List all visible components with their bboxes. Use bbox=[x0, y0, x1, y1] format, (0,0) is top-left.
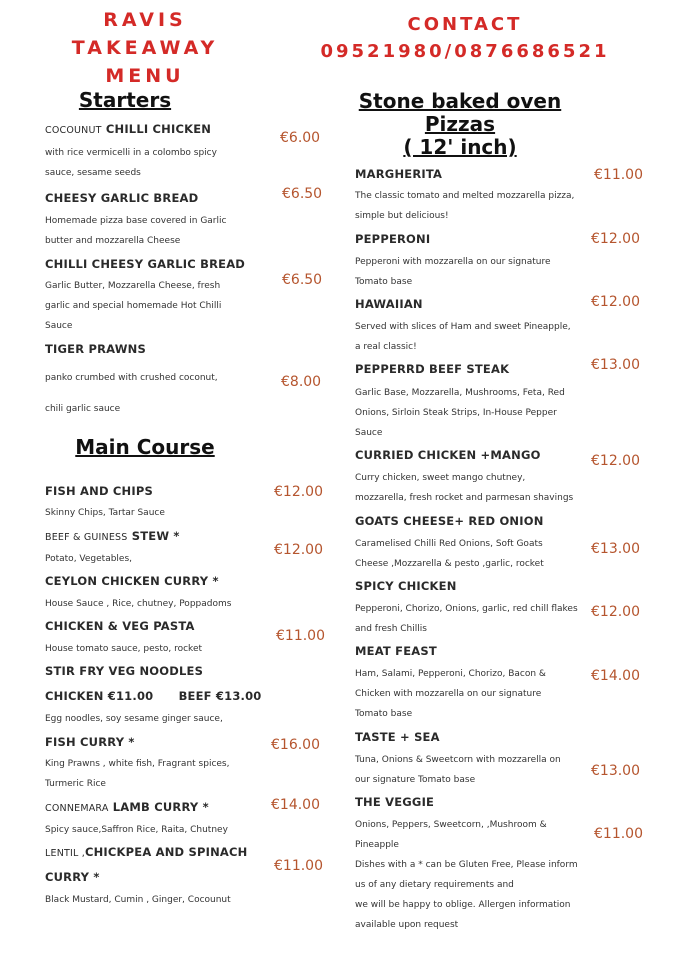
item-name: CEYLON CHICKEN CURRY * bbox=[45, 574, 219, 588]
item-price: €14.00 bbox=[271, 797, 320, 813]
item-name: MEAT FEAST bbox=[355, 644, 437, 658]
item-desc: Egg noodles, soy sesame ginger sauce, bbox=[45, 714, 223, 724]
item-name-line-2: CURRY * bbox=[45, 870, 100, 884]
item-name: TASTE + SEA bbox=[355, 730, 440, 744]
item-price: €11.00 bbox=[594, 826, 643, 842]
item-title: CHILLI CHICKEN bbox=[105, 122, 212, 136]
item-name: CURRIED CHICKEN +MANGO bbox=[355, 448, 541, 462]
item-name: TIGER PRAWNS bbox=[45, 342, 146, 356]
item-name: STIR FRY VEG NOODLES bbox=[45, 664, 204, 678]
dietary-footnote: Dishes with a * can be Gluten Free, Please inform us of any dietary requirements and we will be happy to oblige. Allergen information available upon request bbox=[355, 860, 578, 930]
item-title: CHICKPEA AND SPINACH bbox=[84, 845, 248, 859]
item-desc: Garlic Butter, Mozzarella Cheese, fresh garlic and special homemade Hot Chilli Sauce bbox=[45, 281, 222, 331]
item-price: €12.00 bbox=[591, 294, 640, 310]
item-name: FISH AND CHIPS bbox=[45, 484, 153, 498]
item-desc: The classic tomato and melted mozzarella pizza, simple but delicious! bbox=[355, 191, 575, 221]
section-title-main-course: Main Course bbox=[75, 435, 215, 459]
item-desc: chili garlic sauce bbox=[45, 404, 121, 414]
brand-title bbox=[40, 6, 250, 90]
contact-block bbox=[320, 11, 610, 65]
item-price: €6.50 bbox=[282, 186, 323, 202]
item-name: CHEESY GARLIC BREAD bbox=[45, 191, 199, 205]
item-price: €16.00 bbox=[271, 737, 320, 753]
item-price: €13.00 bbox=[591, 357, 640, 373]
item-name bbox=[45, 122, 211, 136]
item-name bbox=[45, 529, 180, 543]
item-price: €12.00 bbox=[274, 484, 323, 500]
item-name bbox=[45, 845, 248, 859]
item-price: €14.00 bbox=[591, 668, 640, 684]
item-price: €13.00 bbox=[591, 541, 640, 557]
item-desc: Spicy sauce,Saffron Rice, Raita, Chutney bbox=[45, 825, 228, 835]
item-name: THE VEGGIE bbox=[355, 795, 435, 809]
item-name: FISH CURRY * bbox=[45, 735, 135, 749]
item-price: €12.00 bbox=[591, 604, 640, 620]
item-desc: panko crumbed with crushed coconut, bbox=[45, 373, 218, 383]
item-name: PEPPERRD BEEF STEAK bbox=[355, 362, 510, 376]
item-desc: Caramelised Chilli Red Onions, Soft Goats Cheese ,Mozzarella & pesto ,garlic, rocket bbox=[355, 539, 544, 569]
contact-numbers: 09521980/0876686521 bbox=[320, 41, 610, 62]
item-name: PEPPERONI bbox=[355, 232, 431, 246]
item-desc: Black Mustard, Cumin , Ginger, Cocounut bbox=[45, 895, 231, 905]
item-desc: Garlic Base, Mozzarella, Mushrooms, Feta, Red Onions, Sirloin Steak Strips, In-House Pepper Sauce bbox=[355, 388, 565, 438]
item-price: €13.00 bbox=[591, 763, 640, 779]
item-name: CHILLI CHEESY GARLIC BREAD bbox=[45, 257, 246, 271]
item-desc: Skinny Chips, Tartar Sauce bbox=[45, 508, 165, 518]
item-name: HAWAIIAN bbox=[355, 297, 423, 311]
item-price: €12.00 bbox=[591, 453, 640, 469]
brand-line-1: RAVIS bbox=[103, 9, 187, 31]
item-desc: Pepperoni with mozzarella on our signature Tomato base bbox=[355, 257, 551, 287]
item-price: €11.00 bbox=[276, 628, 325, 644]
item-desc: Potato, Vegetables, bbox=[45, 554, 133, 564]
item-price: €11.00 bbox=[274, 858, 323, 874]
contact-label: CONTACT bbox=[407, 14, 523, 35]
item-desc: Pepperoni, Chorizo, Onions, garlic, red chill flakes and fresh Chillis bbox=[355, 604, 578, 634]
item-name: MARGHERITA bbox=[355, 167, 443, 181]
section-title-pizzas: Stone baked oven Pizzas ( 12' inch) bbox=[358, 89, 562, 159]
item-desc: Served with slices of Ham and sweet Pineapple, a real classic! bbox=[355, 322, 571, 352]
item-variant-prices: CHICKEN €11.00 BEEF €13.00 bbox=[45, 689, 262, 703]
item-prefix: COCOUNUT bbox=[45, 125, 102, 136]
brand-line-3: MENU bbox=[105, 65, 185, 87]
item-name: CHICKEN & VEG PASTA bbox=[45, 619, 195, 633]
item-desc: Homemade pizza base covered in Garlic butter and mozzarella Cheese bbox=[45, 216, 227, 246]
item-title: STEW * bbox=[131, 529, 180, 543]
item-desc: Ham, Salami, Pepperoni, Chorizo, Bacon & Chicken with mozzarella on our signature Tomato base bbox=[355, 669, 546, 719]
item-price: €8.00 bbox=[281, 374, 322, 390]
item-prefix: CONNEMARA bbox=[45, 803, 109, 814]
item-desc: House Sauce , Rice, chutney, Poppadoms bbox=[45, 599, 232, 609]
item-desc: Curry chicken, sweet mango chutney, mozzarella, fresh rocket and parmesan shavings bbox=[355, 473, 574, 503]
item-name bbox=[45, 800, 209, 814]
item-price: €6.50 bbox=[282, 272, 323, 288]
item-desc: Tuna, Onions & Sweetcorn with mozzarella on our signature Tomato base bbox=[355, 755, 561, 785]
item-title: LAMB CURRY * bbox=[112, 800, 209, 814]
item-price: €6.00 bbox=[280, 130, 321, 146]
item-name: GOATS CHEESE+ RED ONION bbox=[355, 514, 544, 528]
item-desc: Onions, Peppers, Sweetcorn, ,Mushroom & Pineapple bbox=[355, 820, 547, 850]
item-desc: King Prawns , white fish, Fragrant spices, Turmeric Rice bbox=[45, 759, 230, 789]
item-prefix: LENTIL , bbox=[45, 848, 85, 859]
item-desc: with rice vermicelli in a colombo spicy sauce, sesame seeds bbox=[45, 148, 217, 178]
item-price: €11.00 bbox=[594, 167, 643, 183]
item-desc: House tomato sauce, pesto, rocket bbox=[45, 644, 203, 654]
section-title-starters: Starters bbox=[78, 88, 172, 112]
item-price: €12.00 bbox=[591, 231, 640, 247]
item-prefix: BEEF & GUINESS bbox=[45, 532, 128, 543]
brand-line-2: TAKEAWAY bbox=[71, 37, 219, 59]
item-price: €12.00 bbox=[274, 542, 323, 558]
item-name: SPICY CHICKEN bbox=[355, 579, 457, 593]
